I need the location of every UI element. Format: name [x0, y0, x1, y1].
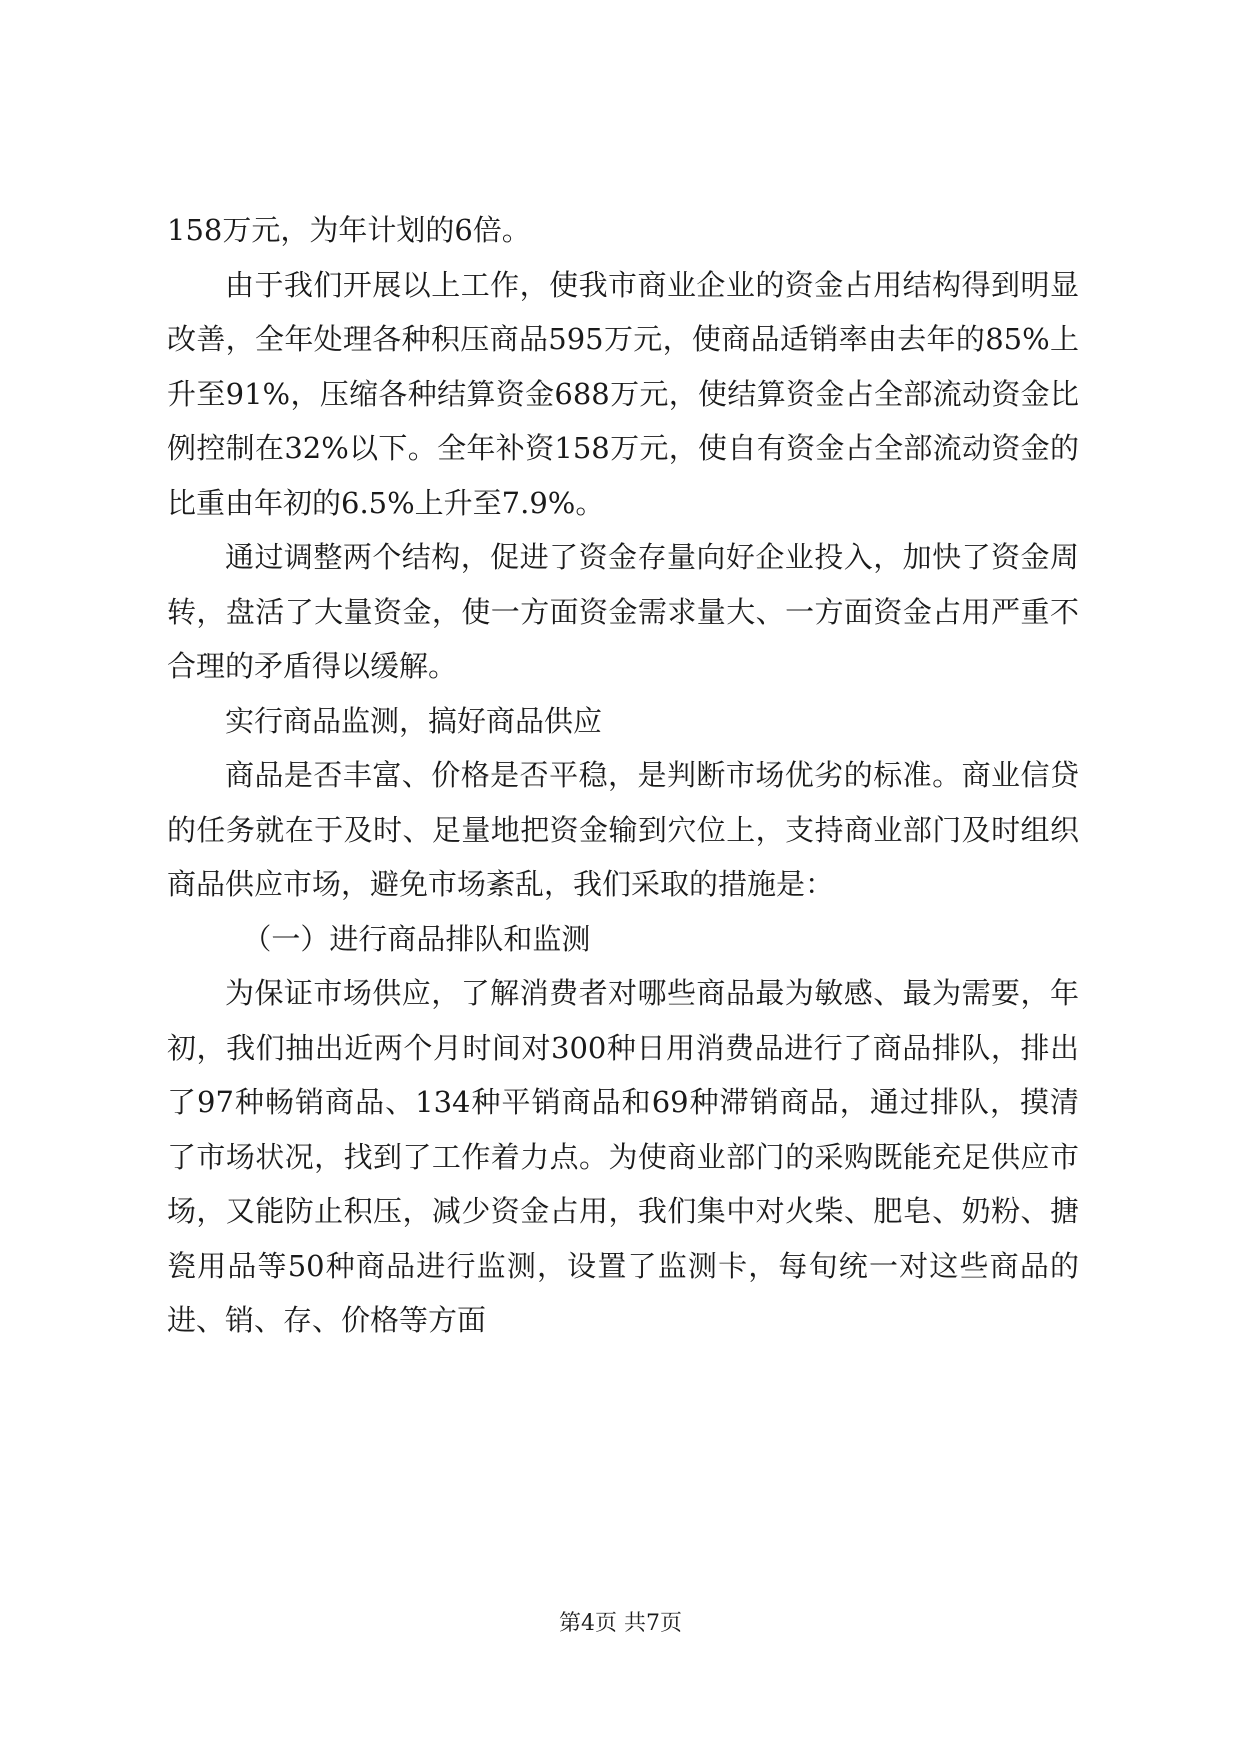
paragraph-results: 由于我们开展以上工作，使我市商业企业的资金占用结构得到明显改善，全年处理各种积压商品595万元，使商品适销率由去年的85%上升至91%，压缩各种结算资金688万元，使结算资金占全部流动资金比例控制在32%以下。全年补资158万元，使自有资金占全部流动资金的比重由年初的6.5%上升至7.9%。 [167, 267, 1079, 520]
paragraph-monitoring: 为保证市场供应，了解消费者对哪些商品最为敏感、最为需要，年初，我们抽出近两个月时间对300种日用消费品进行了商品排队，排出了97种畅销商品、134种平销商品和69种滞销商品，通过排队，摸清了市场状况，找到了工作着力点。为使商业部门的采购既能充足供应市场，又能防止积压，减少资金占用，我们集中对火柴、肥皂、奶粉、搪瓷用品等50种商品进行监测，设置了监测卡，每旬统一对这些商品的进、销、存、价格等方面 [167, 976, 1079, 1337]
body-text [167, 203, 1079, 1348]
paragraph-structure-adjustment: 通过调整两个结构，促进了资金存量向好企业投入，加快了资金周转，盘活了大量资金，使一方面资金需求量大、一方面资金占用严重不合理的矛盾得以缓解。 [167, 540, 1079, 683]
subsection-heading: （一）进行商品排队和监测 [242, 921, 591, 956]
page-footer: 第4页 共7页 [559, 1611, 682, 1636]
paragraph-commodity-supply: 商品是否丰富、价格是否平稳，是判断市场优劣的标准。商业信贷的任务就在于及时、足量地把资金输到穴位上，支持商业部门及时组织商品供应市场，避免市场紊乱，我们采取的措施是： [167, 758, 1079, 901]
paragraph-continuation: 158万元，为年计划的6倍。 [167, 213, 531, 247]
section-heading: 实行商品监测，搞好商品供应 [225, 703, 603, 738]
